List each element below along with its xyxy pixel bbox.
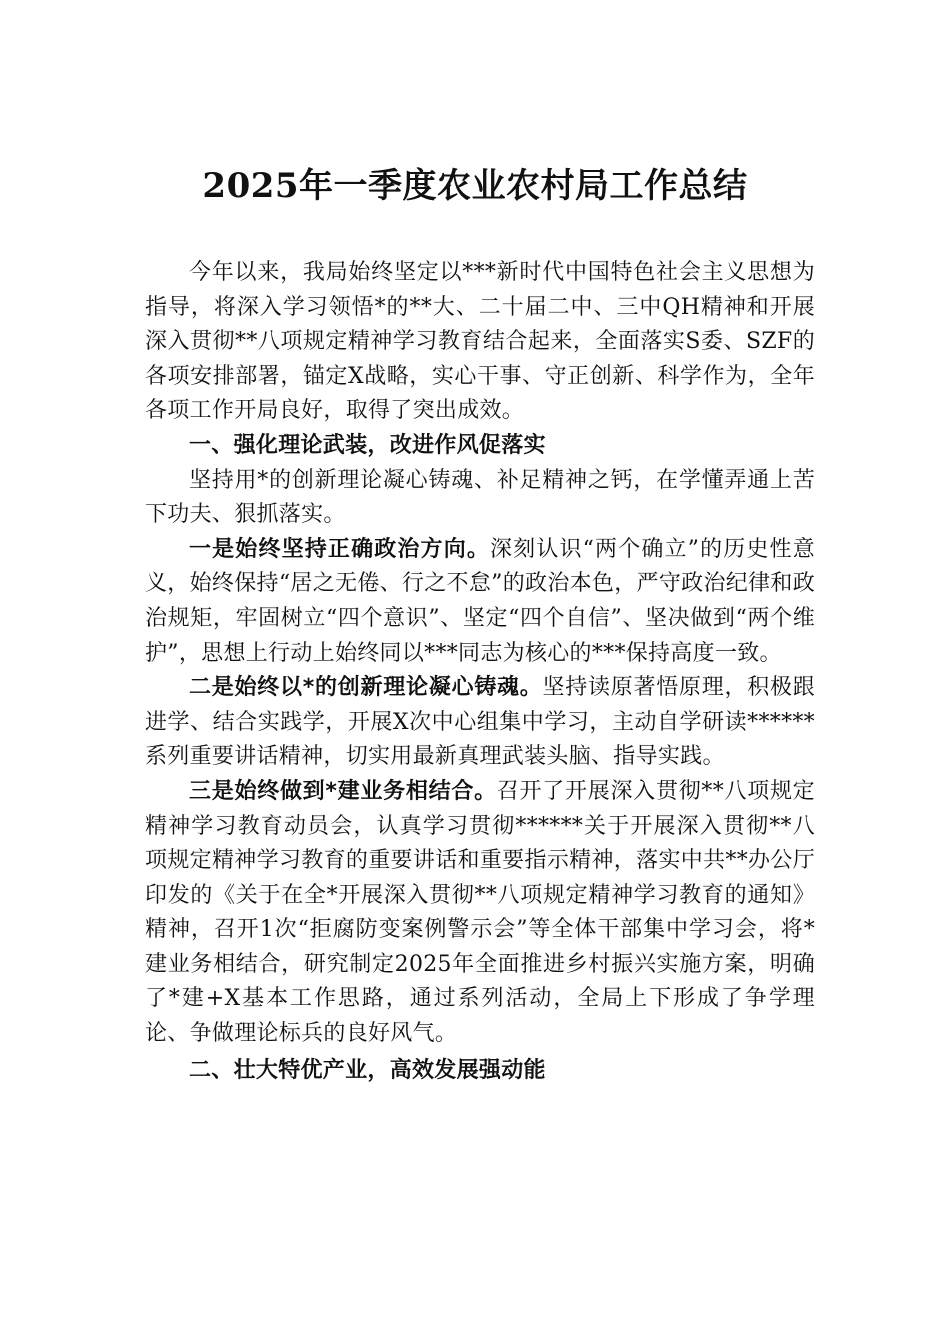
item-text-2: 坚持读原著悟原理，积极跟进学、结合实践学，开展X次中心组集中学习，主动自学研读******系列重要讲话精神，切实用最新真理武装头脑、指导实践。 <box>145 675 815 770</box>
intro-paragraph: 今年以来，我局始终坚定以***新时代中国特色社会主义思想为指导，将深入学习领悟*的**大、二十届二中、三中QH精神和开展深入贯彻**八项规定精神学习教育结合起来，全面落实S委、SZF的各项安排部署，锚定X战略，实心干事、守正创新、科学作为，全年各项工作开局良好，取得了突出成效。 <box>145 260 815 424</box>
item-lead-2: 二是始终以*的创新理论凝心铸魂。 <box>189 675 543 701</box>
item-lead-3: 三是始终做到*建业务相结合。 <box>189 778 497 804</box>
item-paragraph-1 <box>145 533 815 671</box>
item-lead-1: 一是始终坚持正确政治方向。 <box>189 536 491 562</box>
item-paragraph-3 <box>145 775 815 1052</box>
section-heading-2: 二、壮大特优产业，高效发展强动能 <box>189 1057 546 1083</box>
item-text-1: 深刻认识“两个确立”的历史性意义，始终保持“居之无倦、行之不怠”的政治本色，严守政治纪律和政治规矩，牢固树立“四个意识”、坚定“四个自信”、坚决做到“两个维护”，思想上行动上始终同以***同志为核心的***保持高度一致。 <box>145 536 816 666</box>
document-body <box>145 256 815 1088</box>
item-text-3: 召开了开展深入贯彻**八项规定精神学习教育动员会，认真学习贯彻******关于开展深入贯彻**八项规定精神学习教育的重要讲话和重要指示精神，落实中共**办公厅印发的《关于在全*开展深入贯彻**八项规定精神学习教育的通知》精神，召开1次“拒腐防变案例警示会”等全体干部集中学习会，将*建业务相结合，研究制定2025年全面推进乡村振兴实施方案，明确了*建+X基本工作思路，通过系列活动，全局上下形成了争学理论、争做理论标兵的良好风气。 <box>145 778 815 1047</box>
section-heading-1: 一、强化理论武装，改进作风促落实 <box>189 432 546 458</box>
section-summary-1: 坚持用*的创新理论凝心铸魂、补足精神之钙，在学懂弄通上苦下功夫、狠抓落实。 <box>145 467 815 528</box>
item-paragraph-2 <box>145 671 815 775</box>
document-title: 2025年一季度农业农村局工作总结 <box>202 166 748 206</box>
